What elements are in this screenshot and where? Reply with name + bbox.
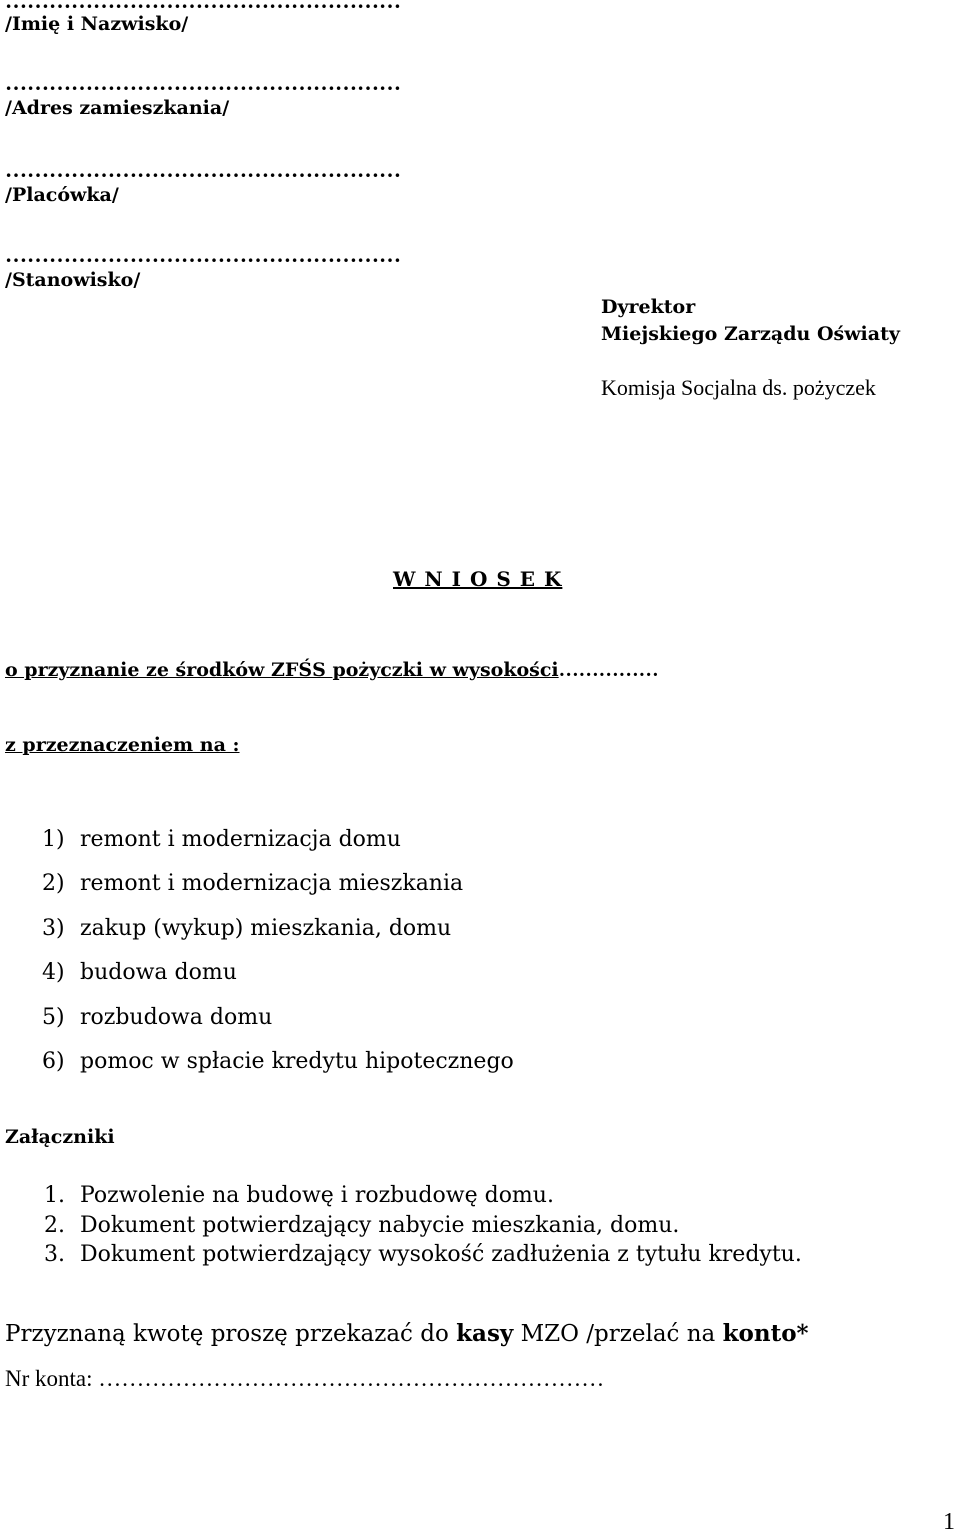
account-dots: ………………………………………………………… bbox=[98, 1366, 605, 1391]
attachments-heading: Załączniki bbox=[5, 1126, 115, 1148]
attachment-item bbox=[44, 1213, 679, 1238]
account-line bbox=[5, 1366, 604, 1392]
attachment-item bbox=[44, 1242, 802, 1267]
document-title: W N I O S E K bbox=[393, 567, 563, 591]
payment-text-2: MZO /przelać na bbox=[513, 1321, 723, 1347]
purpose-item bbox=[42, 827, 401, 852]
request-amount-dots: …………… bbox=[558, 659, 659, 681]
address-dots: ……………………………………………… bbox=[5, 70, 401, 95]
addressee-line3: Komisja Socjalna ds. pożyczek bbox=[601, 375, 876, 400]
purpose-text: remont i modernizacja domu bbox=[80, 827, 401, 852]
attachment-num: 1. bbox=[44, 1183, 65, 1208]
purpose-item bbox=[42, 960, 237, 985]
payment-text-1: Przyznaną kwotę proszę przekazać do bbox=[5, 1321, 457, 1347]
purpose-heading bbox=[5, 734, 240, 756]
attachment-num: 3. bbox=[44, 1242, 65, 1267]
purpose-num: 5) bbox=[42, 1005, 65, 1030]
attachment-text: Pozwolenie na budowę i rozbudowę domu. bbox=[80, 1183, 554, 1208]
attachment-text: Dokument potwierdzający wysokość zadłużenia z tytułu kredytu. bbox=[80, 1242, 802, 1267]
purpose-text: remont i modernizacja mieszkania bbox=[80, 871, 464, 896]
payment-instruction bbox=[5, 1320, 809, 1347]
attachment-item bbox=[44, 1183, 554, 1208]
purpose-text: budowa domu bbox=[80, 960, 237, 985]
account-label: Nr konta: bbox=[5, 1366, 99, 1391]
purpose-text: zakup (wykup) mieszkania, domu bbox=[80, 916, 452, 941]
attachment-text: Dokument potwierdzający nabycie mieszkania, domu. bbox=[80, 1213, 680, 1238]
purpose-num: 2) bbox=[42, 871, 65, 896]
purpose-text: rozbudowa domu bbox=[80, 1005, 273, 1030]
purpose-num: 1) bbox=[42, 827, 65, 852]
institution-label: /Placówka/ bbox=[5, 184, 119, 206]
purpose-num: 6) bbox=[42, 1049, 65, 1074]
purpose-heading-text: z przeznaczeniem na : bbox=[5, 734, 240, 756]
purpose-item bbox=[42, 1049, 514, 1074]
purpose-text: pomoc w spłacie kredytu hipotecznego bbox=[80, 1049, 514, 1074]
attachment-num: 2. bbox=[44, 1213, 65, 1238]
payment-cash-option: kasy bbox=[456, 1320, 514, 1347]
purpose-num: 4) bbox=[42, 960, 65, 985]
purpose-num: 3) bbox=[42, 916, 65, 941]
page-number: 1 bbox=[943, 1509, 955, 1535]
payment-account-option: konto* bbox=[722, 1320, 809, 1347]
request-line bbox=[5, 659, 659, 682]
name-label: /Imię i Nazwisko/ bbox=[5, 13, 189, 35]
position-dots: ……………………………………………… bbox=[5, 242, 401, 267]
purpose-item bbox=[42, 916, 451, 941]
purpose-item bbox=[42, 1005, 272, 1030]
purpose-item bbox=[42, 871, 463, 896]
address-label: /Adres zamieszkania/ bbox=[5, 97, 230, 119]
addressee-line2: Miejskiego Zarządu Oświaty bbox=[601, 323, 900, 345]
addressee-line1: Dyrektor bbox=[601, 296, 696, 318]
position-label: /Stanowisko/ bbox=[5, 269, 141, 291]
request-text: o przyznanie ze środków ZFŚS pożyczki w wysokości bbox=[5, 659, 559, 681]
institution-dots: ……………………………………………… bbox=[5, 157, 401, 182]
name-dots: ……………………………………………… bbox=[5, 0, 401, 13]
